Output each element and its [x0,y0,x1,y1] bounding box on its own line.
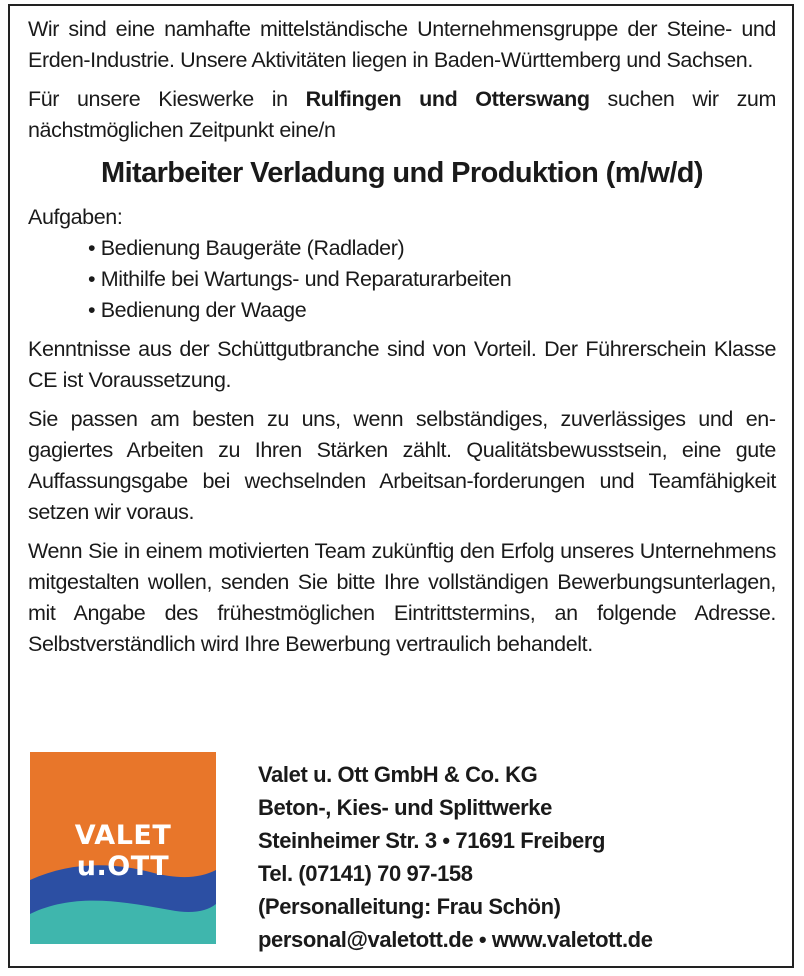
company-name: Valet u. Ott GmbH & Co. KG [258,762,538,787]
location-text-before: Für unsere Kieswerke in [28,87,306,111]
task-item: • Bedienung Baugeräte (Radlader) [88,233,776,264]
intro-paragraph: Wir sind eine namhafte mittelständische Unternehmensgruppe der Steine- und Erden-Industrie. Unsere Aktivitäten liegen in Baden-Württemberg und Sachsen. [28,17,776,72]
company-business: Beton-, Kies- und Splittwerke [258,795,552,820]
contact-email-web[interactable]: personal@valetott.de • www.valetott.de [258,927,653,952]
requirements-paragraph: Kenntnisse aus der Schüttgutbranche sind von Vorteil. Der Führerschein Klasse CE ist Voraussetzung. [28,337,776,392]
tasks-heading: Aufgaben: [28,205,123,229]
location-text-after: suchen wir zum nächstmöglichen Zeitpunkt eine/n [28,87,776,142]
task-item: • Mithilfe bei Wartungs- und Reparaturarbeiten [88,264,776,295]
company-phone: Tel. (07141) 70 97-158 [258,861,473,886]
task-item: • Bedienung der Waage [88,295,776,326]
application-paragraph: Wenn Sie in einem motivierten Team zukünftig den Erfolg unseres Unternehmens mitgestalten wollen, senden Sie bitte Ihre vollständigen Bewerbungsunterlagen, mit Angabe des frühestmöglichen Eintrittstermins, an folgende Adresse. Selbstverständlich wird Ihre Bewerbung vertraulich behandelt. [28,539,776,656]
logo-wordmark: VALET u.OTT [74,820,172,882]
ad-body [28,14,776,668]
footer [28,752,776,952]
location-paragraph [28,84,776,146]
job-title: Mitarbeiter Verladung und Produktion (m/w/d) [101,157,703,189]
company-logo [30,752,216,944]
location-places: Rulfingen und Otterswang [305,87,590,111]
company-address: Steinheimer Str. 3 • 71691 Freiberg [258,828,606,853]
contact-person: (Personalleitung: Frau Schön) [258,894,561,919]
tasks-list [28,233,776,326]
contact-block [258,758,653,956]
profile-paragraph: Sie passen am besten zu uns, wenn selbständiges, zuverlässiges und engagiertes Arbeiten zu Ihren Stärken zählt. Qualitätsbewusstsein, eine gute Auffassungsgabe bei wechselnden Arbeitsan-forderungen und Teamfähigkeit setzen wir voraus. [28,407,776,524]
